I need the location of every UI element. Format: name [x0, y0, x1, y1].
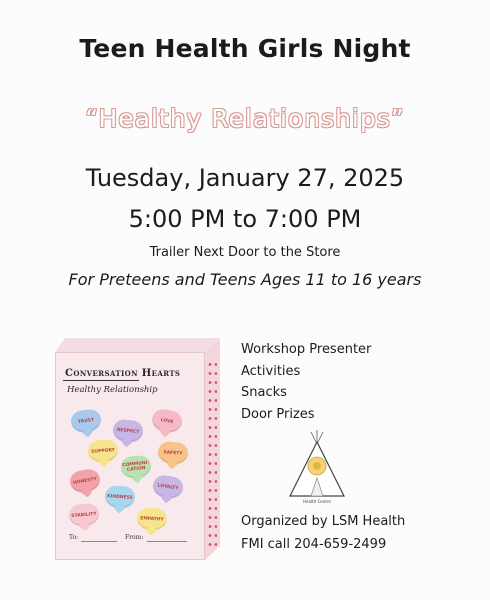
- list-item: Workshop Presenter: [241, 342, 372, 357]
- heart-candy: COMMUNI-CATION: [120, 454, 152, 479]
- event-location: Trailer Next Door to the Store: [149, 245, 341, 260]
- event-audience: For Preteens and Teens Ages 11 to 16 years: [68, 270, 422, 289]
- organizer-text: Organized by LSM Health: [241, 514, 406, 529]
- event-title: Teen Health Girls Night: [79, 34, 411, 63]
- heart-candy: HONESTY: [68, 468, 101, 495]
- heart-candy: STABILITY: [68, 503, 100, 528]
- list-item: Snacks: [241, 385, 287, 400]
- polka-dots: [207, 360, 217, 550]
- heart-candy: SUPPORT: [87, 439, 118, 463]
- box-title-strike: [63, 380, 139, 381]
- logo-text: Health Centre: [303, 499, 331, 504]
- heart-candy: LOYALTY: [152, 474, 185, 500]
- box-top: [55, 338, 220, 352]
- conversation-hearts-box: [55, 338, 220, 560]
- box-to-label: To:: [69, 534, 79, 541]
- box-from-line: [147, 541, 187, 542]
- contact-text: FMI call 204-659-2499: [241, 537, 387, 552]
- heart-candy: SAFETY: [157, 441, 189, 466]
- event-date: Tuesday, January 27, 2025: [85, 164, 405, 192]
- list-item: Door Prizes: [241, 406, 315, 422]
- box-from-label: From:: [125, 534, 144, 541]
- event-subtitle: “Healthy Relationships”: [85, 104, 405, 133]
- heart-candy: KINDNESS: [104, 485, 135, 509]
- heart-candy: EMPATHY: [136, 507, 167, 531]
- heart-candy: RESPECT: [112, 418, 144, 443]
- tipi-logo-icon: [284, 430, 350, 508]
- event-time: 5:00 PM to 7:00 PM: [128, 205, 362, 233]
- box-to-line: [81, 541, 117, 542]
- event-details-list: [241, 339, 371, 425]
- heart-candy: LOVE: [150, 408, 183, 435]
- heart-candy: TRUST: [70, 408, 103, 434]
- list-item: Activities: [241, 363, 301, 379]
- box-title: Conversation Hearts: [65, 368, 181, 379]
- box-subtitle: Healthy Relationship: [67, 385, 158, 395]
